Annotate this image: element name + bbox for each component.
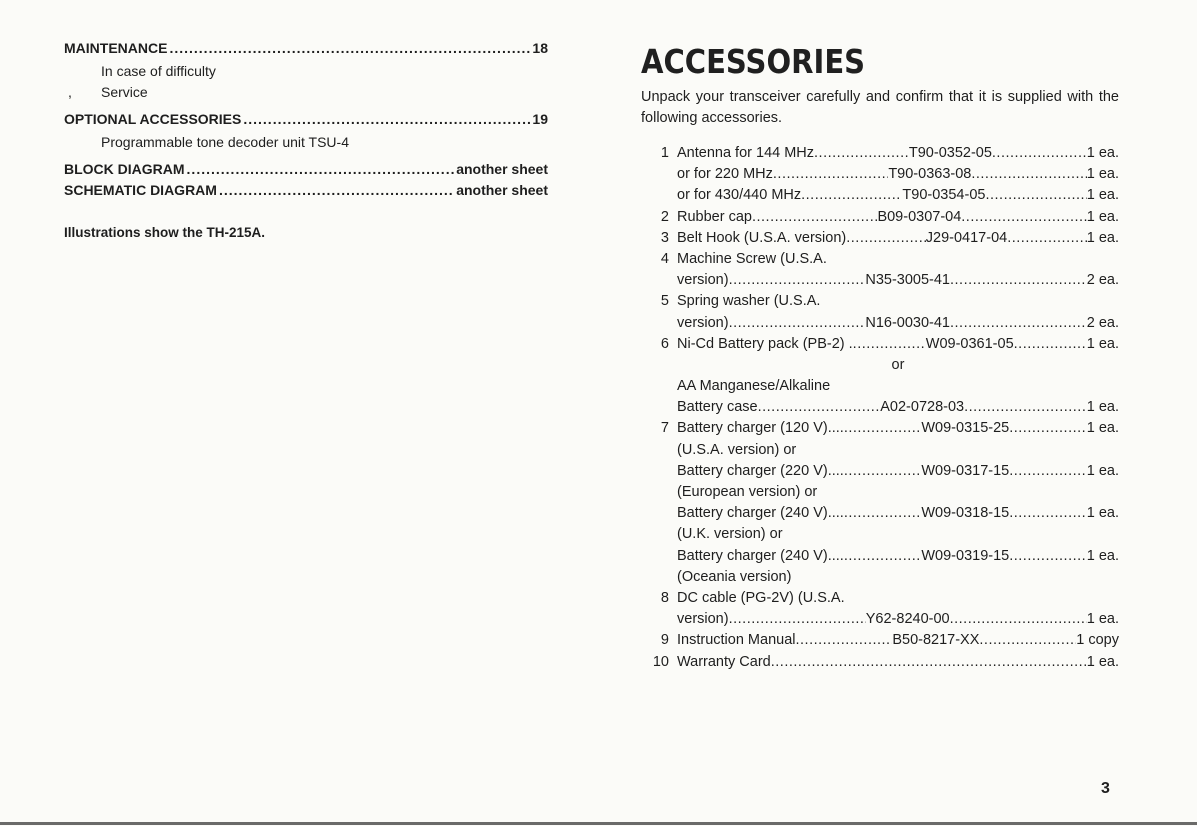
item-number: 8 [660, 589, 669, 606]
accessory-row [641, 463, 1119, 484]
item-description: version) [677, 611, 729, 628]
item-number: 4 [660, 250, 669, 267]
item-quantity: 1 copy [1076, 632, 1119, 649]
item-part-number: W09-0317-15 [921, 462, 1010, 479]
item-description: (Oceania version) [677, 568, 792, 585]
page-number: 3 [1101, 780, 1110, 797]
item-part-number: W09-0361-05 [925, 335, 1014, 352]
item-number: 2 [660, 208, 669, 225]
accessory-row [641, 505, 1119, 526]
toc-entry-label: SCHEMATIC DIAGRAM [64, 182, 217, 198]
toc-subentry-text: Programmable tone decoder unit TSU-4 [101, 134, 349, 150]
toc-spacer [64, 153, 548, 161]
leader-dots [771, 654, 1087, 670]
toc-subentry [64, 82, 548, 103]
item-part-number: T90-0352-05 [908, 145, 992, 161]
leader-dots [846, 230, 926, 246]
toc-spacer [64, 103, 548, 111]
item-description: (U.S.A. version) or [677, 441, 797, 458]
accessory-row [641, 378, 1119, 399]
item-description: Spring washer (U.S.A. [677, 293, 821, 310]
accessory-row [641, 484, 1119, 505]
leader-dots [1009, 420, 1087, 436]
toc-entry-page: 19 [532, 111, 548, 127]
item-quantity: 1 ea. [1086, 208, 1119, 225]
leader-dots [1009, 463, 1087, 479]
item-quantity: 1 ea. [1086, 462, 1119, 479]
page-bottom-edge [0, 822, 1197, 825]
leader-dots [950, 611, 1087, 627]
accessory-row [641, 293, 1119, 314]
toc-entry-label: BLOCK DIAGRAM [64, 161, 185, 177]
leader-dots [1009, 548, 1087, 564]
toc-subentry [64, 132, 548, 153]
item-part-number: A02-0728-03 [880, 399, 965, 416]
item-number: 9 [660, 632, 669, 649]
item-description: version) [677, 314, 729, 331]
item-description: Battery charger (240 V).... [677, 505, 844, 522]
toc-entry [64, 182, 548, 203]
accessory-row [641, 654, 1119, 675]
item-description: Belt Hook (U.S.A. version) [677, 229, 847, 246]
leader-dots [243, 111, 530, 127]
intro-paragraph: Unpack your transceiver carefully and confirm that it is supplied with the following accessories. [641, 89, 1119, 126]
item-number: 7 [660, 420, 669, 437]
item-part-number: N16-0030-41 [865, 314, 950, 331]
leader-dots [187, 161, 455, 177]
accessories-list [641, 145, 1119, 675]
accessory-row [641, 442, 1119, 463]
item-quantity: 1 ea. [1086, 229, 1119, 246]
item-description: version) [677, 272, 729, 289]
leader-dots [844, 420, 922, 436]
leader-dots [729, 315, 866, 331]
accessory-row [641, 569, 1119, 590]
leader-dots [169, 40, 530, 56]
leader-dots [1014, 336, 1087, 352]
item-description: DC cable (PG-2V) (U.S.A. [677, 589, 845, 606]
item-description: Battery charger (120 V).... [677, 420, 844, 437]
toc-subentry-bullet: , [68, 84, 72, 100]
accessory-row [641, 357, 1119, 378]
item-number: 3 [660, 229, 669, 246]
leader-dots [773, 166, 888, 182]
leader-dots [964, 399, 1087, 415]
item-description: or for 220 MHz [677, 166, 773, 183]
toc-entry [64, 111, 548, 132]
toc-entry [64, 161, 548, 182]
item-description: Instruction Manual [677, 632, 796, 649]
toc-entry [64, 40, 548, 61]
item-description: Ni-Cd Battery pack (PB-2) . [677, 335, 853, 352]
item-part-number: N35-3005-41 [865, 272, 950, 289]
accessory-row [641, 230, 1119, 251]
item-description: Rubber cap [677, 208, 752, 225]
item-quantity: 1 ea. [1086, 505, 1119, 522]
accessory-row [641, 251, 1119, 272]
item-part-number: Y62-8240-00 [865, 611, 950, 628]
item-separator: or [891, 356, 905, 373]
item-description: Battery case [677, 399, 758, 416]
accessory-row [641, 420, 1119, 441]
illustration-note: Illustrations show the TH-215A. [64, 225, 266, 240]
item-number: 10 [652, 653, 669, 670]
leader-dots [1007, 230, 1087, 246]
item-part-number: W09-0318-15 [921, 505, 1010, 522]
item-number: 6 [660, 335, 669, 352]
leader-dots [844, 548, 922, 564]
leader-dots [985, 187, 1086, 203]
item-description: Warranty Card [677, 653, 771, 670]
leader-dots [729, 272, 866, 288]
accessory-row [641, 548, 1119, 569]
table-of-contents [64, 40, 548, 240]
toc-entry-page: 18 [532, 40, 548, 56]
item-quantity: 1 ea. [1086, 420, 1119, 437]
accessory-row [641, 611, 1119, 632]
item-quantity: 1 ea. [1086, 399, 1119, 416]
accessory-row [641, 166, 1119, 187]
accessory-row [641, 526, 1119, 547]
leader-dots [795, 632, 892, 648]
toc-entry-page: another sheet [456, 161, 548, 177]
item-quantity: 1 ea. [1086, 187, 1119, 204]
leader-dots [992, 145, 1087, 161]
leader-dots [219, 182, 454, 198]
item-quantity: 1 ea. [1086, 547, 1119, 564]
leader-dots [729, 611, 866, 627]
leader-dots [814, 145, 909, 161]
item-quantity: 1 ea. [1086, 166, 1119, 183]
toc-subentry [64, 61, 548, 82]
accessory-row [641, 590, 1119, 611]
section-title: ACCESSORIES [641, 42, 866, 81]
leader-dots [961, 209, 1086, 225]
leader-dots [844, 505, 922, 521]
leader-dots [971, 166, 1086, 182]
toc-entry-label: MAINTENANCE [64, 40, 168, 56]
item-quantity: 1 ea. [1086, 653, 1119, 670]
item-part-number: T90-0363-08 [888, 166, 972, 183]
item-description: or for 430/440 MHz [677, 187, 802, 204]
leader-dots [853, 336, 926, 352]
item-description: Battery charger (220 V).... [677, 462, 844, 479]
toc-entry-label: OPTIONAL ACCESSORIES [64, 111, 242, 127]
item-description: AA Manganese/Alkaline [677, 378, 831, 395]
accessory-row [641, 272, 1119, 293]
toc-subentry-text: Service [101, 84, 148, 100]
item-part-number: J29-0417-04 [925, 229, 1008, 246]
accessory-row [641, 399, 1119, 420]
leader-dots [950, 315, 1087, 331]
item-part-number: W09-0315-25 [921, 420, 1010, 437]
accessory-row [641, 145, 1119, 166]
toc-entry-page: another sheet [456, 182, 548, 198]
item-number: 1 [660, 145, 669, 161]
item-part-number: T90-0354-05 [902, 187, 986, 204]
item-quantity: 1 ea. [1086, 145, 1119, 161]
item-quantity: 2 ea. [1086, 314, 1120, 331]
item-quantity: 2 ea. [1086, 272, 1120, 289]
accessory-row [641, 632, 1119, 653]
leader-dots [752, 209, 877, 225]
item-description: (U.K. version) or [677, 526, 783, 543]
item-part-number: B50-8217-XX [892, 632, 980, 649]
item-part-number: B09-0307-04 [877, 208, 962, 225]
item-quantity: 1 ea. [1086, 335, 1119, 352]
toc-subentry-text: In case of difficulty [101, 63, 216, 79]
leader-dots [979, 632, 1076, 648]
accessory-row [641, 187, 1119, 208]
leader-dots [758, 399, 881, 415]
accessory-row [641, 315, 1119, 336]
item-part-number: W09-0319-15 [921, 547, 1010, 564]
leader-dots [1009, 505, 1087, 521]
leader-dots [950, 272, 1087, 288]
item-description: Battery charger (240 V).... [677, 547, 844, 564]
item-description: (European version) or [677, 484, 818, 500]
accessory-row [641, 209, 1119, 230]
item-description: Machine Screw (U.S.A. [677, 250, 827, 267]
accessories-section [641, 40, 1119, 675]
accessory-row [641, 336, 1119, 357]
leader-dots [844, 463, 922, 479]
item-description: Antenna for 144 MHz [677, 145, 815, 161]
item-quantity: 1 ea. [1086, 611, 1120, 628]
item-number: 5 [660, 293, 669, 310]
leader-dots [801, 187, 902, 203]
